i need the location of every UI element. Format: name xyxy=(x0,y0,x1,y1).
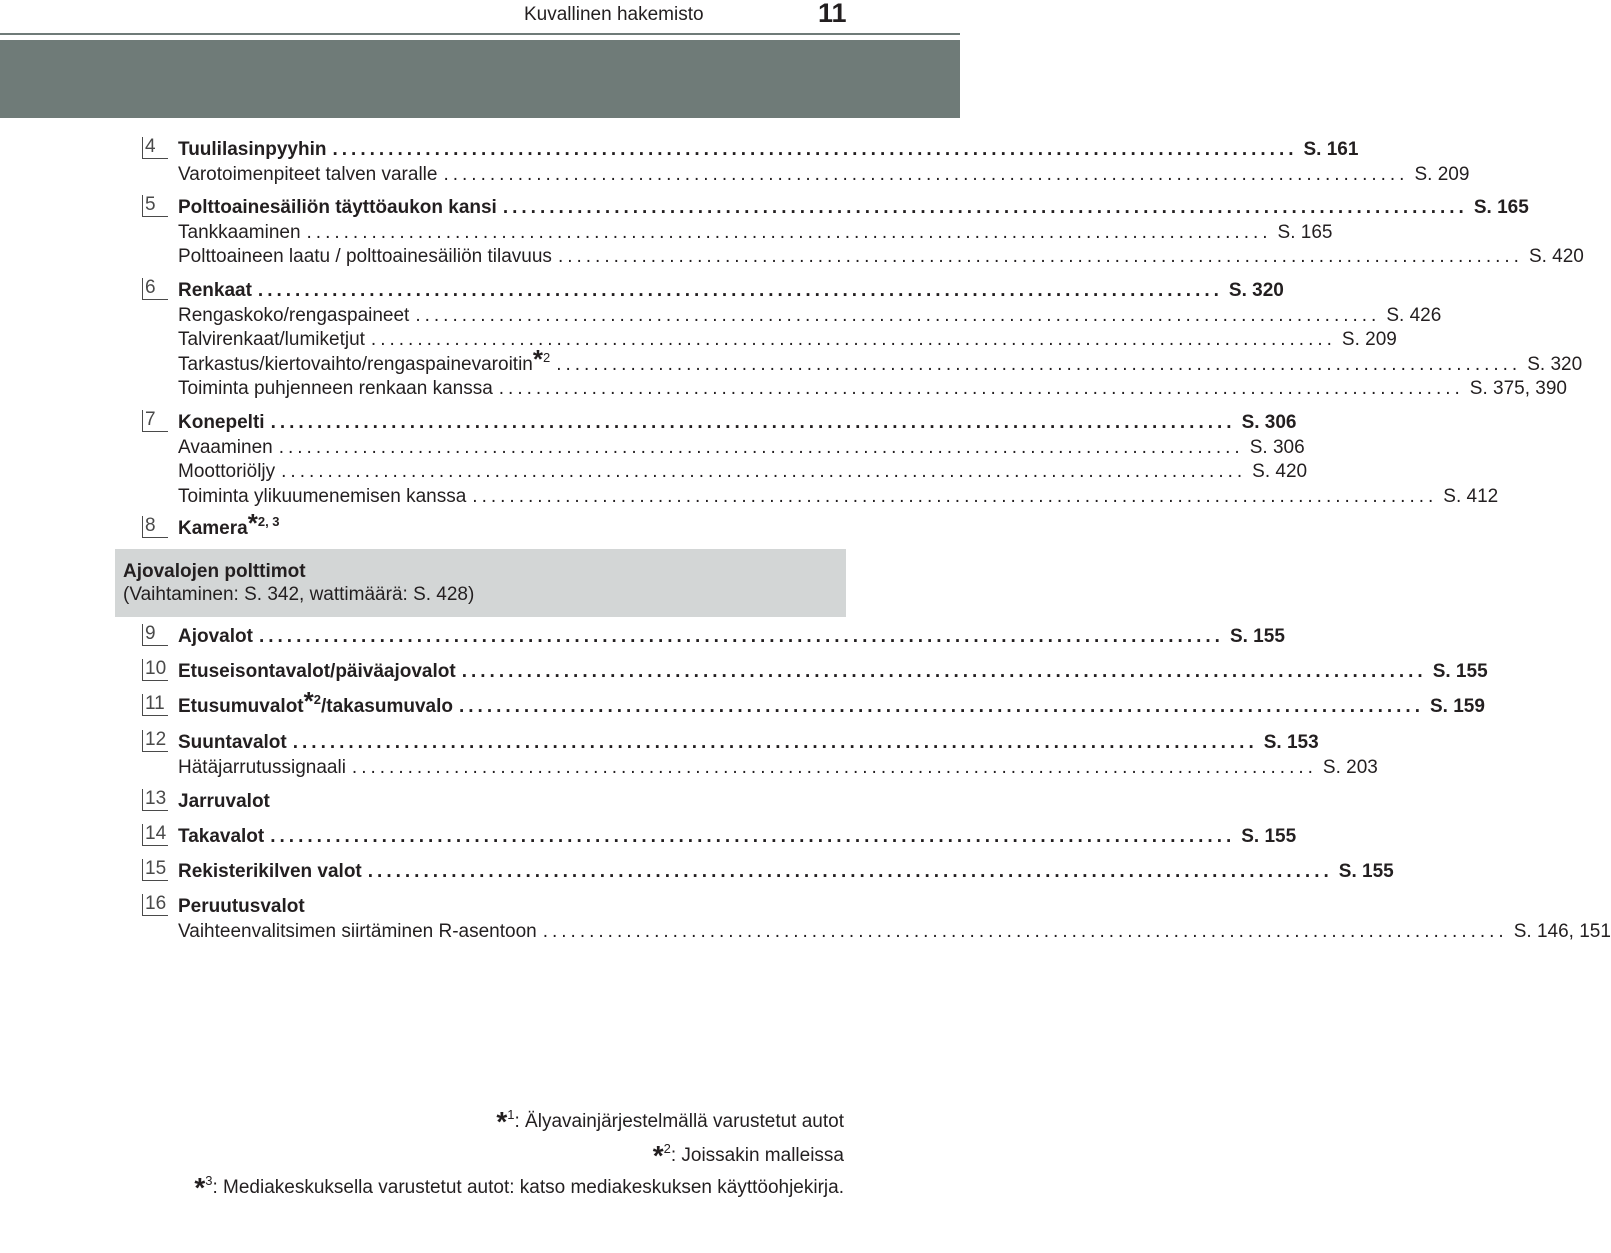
page-reference[interactable]: S. 320 xyxy=(1228,280,1284,301)
section-subtitle: (Vaihtaminen: S. 342, wattimäärä: S. 428) xyxy=(123,584,475,605)
sub-entry-label: Avaaminen xyxy=(178,437,273,458)
sub-entry-line xyxy=(178,244,1584,268)
page-reference[interactable]: S. 426 xyxy=(1386,305,1442,326)
entry-title-line xyxy=(178,659,1488,683)
page-reference[interactable]: S. 146, 151 xyxy=(1513,921,1611,942)
callout-badge: 15 xyxy=(142,859,168,881)
sub-entry-line xyxy=(178,919,1611,943)
leader-dots: ........................................................................................................ xyxy=(332,139,1298,160)
page-reference[interactable]: S. 320 xyxy=(1527,354,1583,375)
header-rule xyxy=(0,33,960,35)
page-reference[interactable]: S. 153 xyxy=(1263,732,1319,753)
entry-title-line xyxy=(178,789,810,813)
leader-dots: ........................................................................................................ xyxy=(258,626,1224,647)
entry-title-line xyxy=(178,624,1285,648)
sub-entry-line xyxy=(178,755,1378,779)
footnote-ref: *2 xyxy=(303,686,321,716)
leader-dots: ........................................................................................................ xyxy=(292,732,1258,753)
leader-dots: ........................................................................................................ xyxy=(443,164,1409,185)
leader-dots: ........................................................................................................ xyxy=(370,329,1336,350)
page-reference[interactable]: S. 155 xyxy=(1241,826,1297,847)
entry-title-line xyxy=(178,278,1284,302)
leader-dots: ........................................................................................................ xyxy=(556,354,1522,375)
page-reference[interactable]: S. 161 xyxy=(1303,139,1359,160)
leader-dots: ........................................................................................................ xyxy=(351,757,1317,778)
page-reference[interactable]: S. 420 xyxy=(1528,246,1584,267)
footnote-ref: *2 xyxy=(532,344,551,374)
section-title: Ajovalojen polttimot xyxy=(123,561,306,582)
page-reference[interactable]: S. 375, 390 xyxy=(1469,378,1567,399)
callout-badge: 11 xyxy=(142,694,168,716)
page-reference[interactable]: S. 165 xyxy=(1277,222,1333,243)
page-reference[interactable]: S. 306 xyxy=(1249,437,1305,458)
section-band xyxy=(115,549,846,617)
entry-title-line xyxy=(178,824,1297,848)
entry-title-line xyxy=(178,859,1394,883)
leader-dots: ........................................................................................................ xyxy=(270,826,1236,847)
callout-badge: 16 xyxy=(142,894,168,916)
sub-entry-line xyxy=(178,459,1308,483)
header-band xyxy=(0,40,960,118)
sub-entry-label: Talvirenkaat/lumiketjut xyxy=(178,329,365,350)
entry-title-line xyxy=(178,686,1485,718)
leader-dots: ........................................................................................................ xyxy=(502,197,1468,218)
sub-entry-label: Toiminta ylikuumenemisen kanssa xyxy=(178,486,467,507)
entry-title: Ajovalot xyxy=(178,626,253,647)
entry-title-line xyxy=(178,410,1297,434)
sub-entry-label: Varotoimenpiteet talven varalle xyxy=(178,164,438,185)
leader-dots: ........................................................................................................ xyxy=(472,486,1438,507)
page-reference[interactable]: S. 420 xyxy=(1252,461,1308,482)
callout-badge: 7 xyxy=(142,410,168,432)
leader-dots: ........................................................................................................ xyxy=(557,246,1523,267)
callout-badge: 9 xyxy=(142,624,168,646)
leader-dots: ........................................................................................................ xyxy=(458,696,1424,717)
callout-badge: 6 xyxy=(142,278,168,300)
entry-title: Etuseisontavalot/päiväajovalot xyxy=(178,661,456,682)
entry-title: Jarruvalot xyxy=(178,791,270,812)
entry-title-line xyxy=(178,195,1529,219)
sub-entry-line xyxy=(178,303,1442,327)
entry-title: Peruutusvalot xyxy=(178,896,305,917)
page-number: 11 xyxy=(818,0,847,28)
sub-entry-line xyxy=(178,376,1567,400)
footnote-1: *$^1$: Älyavainjärjestelmällä varustetut autot xyxy=(496,1106,844,1137)
entry-title: Polttoainesäiliön täyttöaukon kansi xyxy=(178,197,497,218)
sub-entry-line xyxy=(178,162,1470,186)
callout-badge: 5 xyxy=(142,195,168,217)
leader-dots: ........................................................................................................ xyxy=(542,921,1508,942)
sub-entry-label: Vaihteenvalitsimen siirtäminen R-asentoon xyxy=(178,921,537,942)
sub-entry-line xyxy=(178,220,1333,244)
leader-dots: ........................................................................................................ xyxy=(498,378,1464,399)
sub-entry-label: Rengaskoko/rengaspaineet xyxy=(178,305,410,326)
entry-title: Etusumuvalot$^{*2}$/takasumuvalo xyxy=(178,686,453,717)
callout-badge: 4 xyxy=(142,137,168,159)
sub-entry-line xyxy=(178,344,1583,376)
sub-entry-line xyxy=(178,484,1499,508)
sub-entry-label: Toiminta puhjenneen renkaan kanssa xyxy=(178,378,493,399)
sub-entry-label: Polttoaineen laatu / polttoainesäiliön tilavuus xyxy=(178,246,552,267)
footnote-3: *$^3$: Mediakeskuksella varustetut autot: katso mediakeskuksen käyttöohjekirja. xyxy=(194,1172,844,1203)
entry-title-line xyxy=(178,730,1319,754)
page-reference[interactable]: S. 155 xyxy=(1338,861,1394,882)
page-reference[interactable]: S. 209 xyxy=(1414,164,1470,185)
entry-title: Renkaat xyxy=(178,280,252,301)
callout-badge: 10 xyxy=(142,659,168,681)
leader-dots: ........................................................................................................ xyxy=(281,461,1247,482)
leader-dots: ........................................................................................................ xyxy=(415,305,1381,326)
page-reference[interactable]: S. 203 xyxy=(1322,757,1378,778)
sub-entry-label: Tankkaaminen xyxy=(178,222,301,243)
page-reference[interactable]: S. 209 xyxy=(1341,329,1397,350)
leader-dots: ........................................................................................................ xyxy=(367,861,1333,882)
leader-dots: ........................................................................................................ xyxy=(461,661,1427,682)
page-reference[interactable]: S. 412 xyxy=(1443,486,1499,507)
page-reference[interactable]: S. 306 xyxy=(1241,412,1297,433)
callout-badge: 12 xyxy=(142,730,168,752)
leader-dots: ........................................................................................................ xyxy=(306,222,1272,243)
entry-title: Takavalot xyxy=(178,826,265,847)
page-reference[interactable]: S. 159 xyxy=(1429,696,1485,717)
entry-title: Kamera$^{*2, 3}$ xyxy=(178,508,280,539)
entry-title-line xyxy=(178,137,1359,161)
footnote-ref: *2, 3 xyxy=(247,508,280,538)
page-reference[interactable]: S. 165 xyxy=(1473,197,1529,218)
sub-entry-line xyxy=(178,435,1305,459)
sub-entry-label: Moottoriöljy xyxy=(178,461,276,482)
sub-entry-line xyxy=(178,327,1397,351)
sub-entry-label: Hätäjarrutussignaali xyxy=(178,757,346,778)
entry-title: Rekisterikilven valot xyxy=(178,861,362,882)
leader-dots: ........................................................................................................ xyxy=(270,412,1236,433)
page-reference[interactable]: S. 155 xyxy=(1432,661,1488,682)
entry-title-line xyxy=(178,894,810,918)
page-reference[interactable]: S. 155 xyxy=(1229,626,1285,647)
leader-dots: ........................................................................................................ xyxy=(278,437,1244,458)
callout-badge: 14 xyxy=(142,824,168,846)
sub-entry-label: Tarkastus/kiertovaihto/rengaspainevaroitin$^{*2}$ xyxy=(178,344,551,375)
entry-title: Suuntavalot xyxy=(178,732,287,753)
leader-dots: ........................................................................................................ xyxy=(257,280,1223,301)
callout-badge: 13 xyxy=(142,789,168,811)
entry-title-line xyxy=(178,508,810,540)
footnote-2: *$^2$: Joissakin malleissa xyxy=(652,1140,844,1171)
entry-title: Tuulilasinpyyhin xyxy=(178,139,327,160)
callout-badge: 8 xyxy=(142,516,168,538)
page-header-title: Kuvallinen hakemisto xyxy=(524,4,704,25)
entry-title: Konepelti xyxy=(178,412,265,433)
